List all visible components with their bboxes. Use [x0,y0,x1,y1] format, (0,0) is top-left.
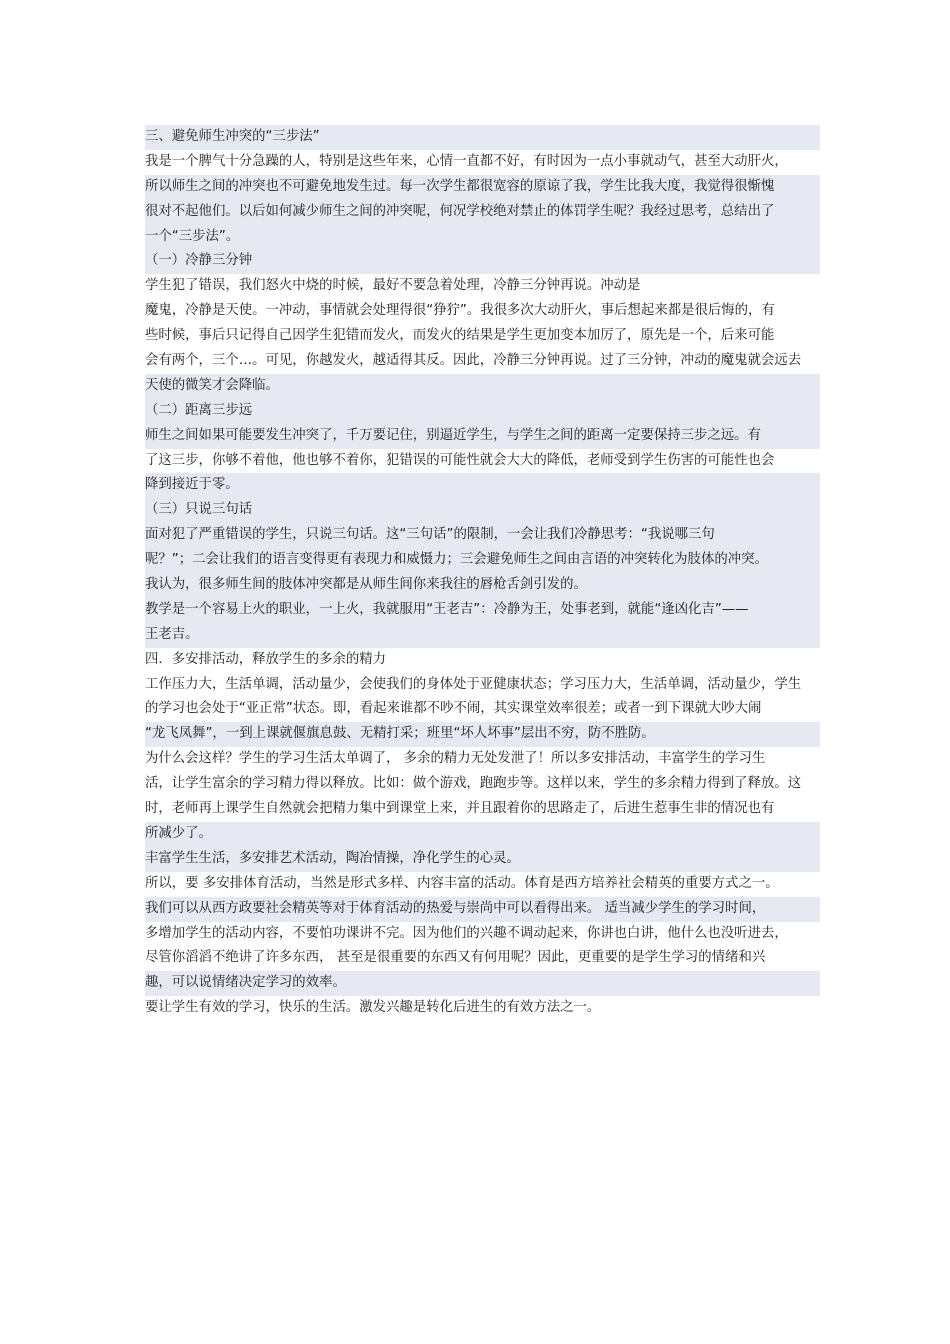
text-line: 所以师生之间的冲突也不可避免地发生过。每一次学生都很宽容的原谅了我，学生比我大度，我觉得很惭愧 [145,175,820,200]
section-heading-4: 四．多安排活动，释放学生的多余的精力 [145,651,387,667]
text-line: 了这三步，你够不着他，他也够不着你，犯错误的可能性就会大大的降低，老师受到学生伤害的可能性也会 [145,452,775,468]
text-line: 很对不起他们。以后如何减少师生之间的冲突呢，何况学校绝对禁止的体罚学生呢？我经过思考，总结出了 [145,200,820,225]
text-line: 师生之间如果可能要发生冲突了，千万要记住，别逼近学生，与学生之间的距离一定要保持三步之远。有 [145,424,820,449]
text-line: 所以，要 多安排体育活动，当然是形式多样、内容丰富的活动。体育是西方培养社会精英的重要方式之一。 [145,875,779,891]
text-line: 丰富学生生活，多安排艺术活动，陶冶情操，净化学生的心灵。 [145,847,820,872]
text-line: 面对犯了严重错误的学生，只说三句话。这“三句话”的限制，一会让我们冷静思考：“我说哪三句 [145,523,820,548]
text-line: 我们可以从西方政要社会精英等对于体育活动的热爱与崇尚中可以看得出来。 适当减少学生的学习时间， [145,897,820,922]
document-body [145,125,820,1021]
text-line: 王老吉。 [145,623,820,648]
text-line: 时，老师再上课学生自然就会把精力集中到课堂上来，并且跟着你的思路走了，后进生惹事生非的情况也有 [145,801,775,817]
subheading-step-2: （二）距离三步远 [145,399,820,424]
text-line: 魔鬼，冷静是天使。一冲动，事情就会处理得很“狰狞”。我很多次大动肝火，事后想起来都是很后悔的，有 [145,303,775,319]
text-line: 学生犯了错误，我们怒火中烧的时候，最好不要急着处理，冷静三分钟再说。冲动是 [145,278,641,294]
text-line: 一个“三步法”。 [145,225,820,250]
text-line: 的学习也会处于“亚正常”状态。即，看起来谁都不吵不闹，其实课堂效率很差；或者一到下课就大吵大闹 [145,701,762,717]
text-line: “龙飞凤舞”，一到上课就偃旗息鼓、无精打采；班里“坏人坏事”层出不穷，防不胜防。 [145,722,820,747]
text-line: 我认为，很多师生间的肢体冲突都是从师生间你来我往的唇枪舌剑引发的。 [145,573,820,598]
text-line: 我是一个脾气十分急躁的人，特别是这些年来，心情一直都不好，有时因为一点小事就动气，甚至大动肝火， [145,153,788,169]
section-heading-3: 三、避免师生冲突的“三步法” [145,125,820,150]
text-line: 呢？”；二会让我们的语言变得更有表现力和威慑力；三会避免师生之间由言语的冲突转化为肢体的冲突。 [145,548,820,573]
text-line: 要让学生有效的学习，快乐的生活。激发兴趣是转化后进生的有效方法之一。 [145,1000,601,1016]
text-line: 所减少了。 [145,822,820,847]
text-line: 尽管你滔滔不绝讲了许多东西， 甚至是很重要的东西又有何用呢？因此，更重要的是学生学习的情绪和兴 [145,950,766,966]
text-line: 降到接近于零。 [145,473,820,498]
text-line: 会有两个，三个…。可见，你越发火，越适得其反。因此，冷静三分钟再说。过了三分钟，冲动的魔鬼就会远去 [145,353,802,369]
text-line: 活，让学生富余的学习精力得以释放。比如：做个游戏，跑跑步等。这样以来，学生的多余精力得到了释放。这 [145,776,802,792]
text-line: 工作压力大，生活单调，活动量少，会使我们的身体处于亚健康状态；学习压力大，生活单调，活动量少，学生 [145,676,802,692]
subheading-step-3: （三）只说三句话 [145,498,820,523]
text-line: 趣，可以说情绪决定学习的效率。 [145,971,820,996]
text-line: 教学是一个容易上火的职业，一上火，我就服用“王老吉”：冷静为王，处事老到，就能“逢凶化吉”—— [145,598,820,623]
subheading-step-1: （一）冷静三分钟 [145,249,820,274]
text-line: 为什么会这样？学生的学习生活太单调了， 多余的精力无处发泄了！所以多安排活动，丰富学生的学习生 [145,751,766,767]
text-line: 多增加学生的活动内容，不要怕功课讲不完。因为他们的兴趣不调动起来，你讲也白讲，他什么也没听进去， [145,925,788,941]
text-line: 天使的微笑才会降临。 [145,374,820,399]
text-line: 些时候，事后只记得自己因学生犯错而发火，而发火的结果是学生更加变本加厉了，原先是一个，后来可能 [145,328,775,344]
